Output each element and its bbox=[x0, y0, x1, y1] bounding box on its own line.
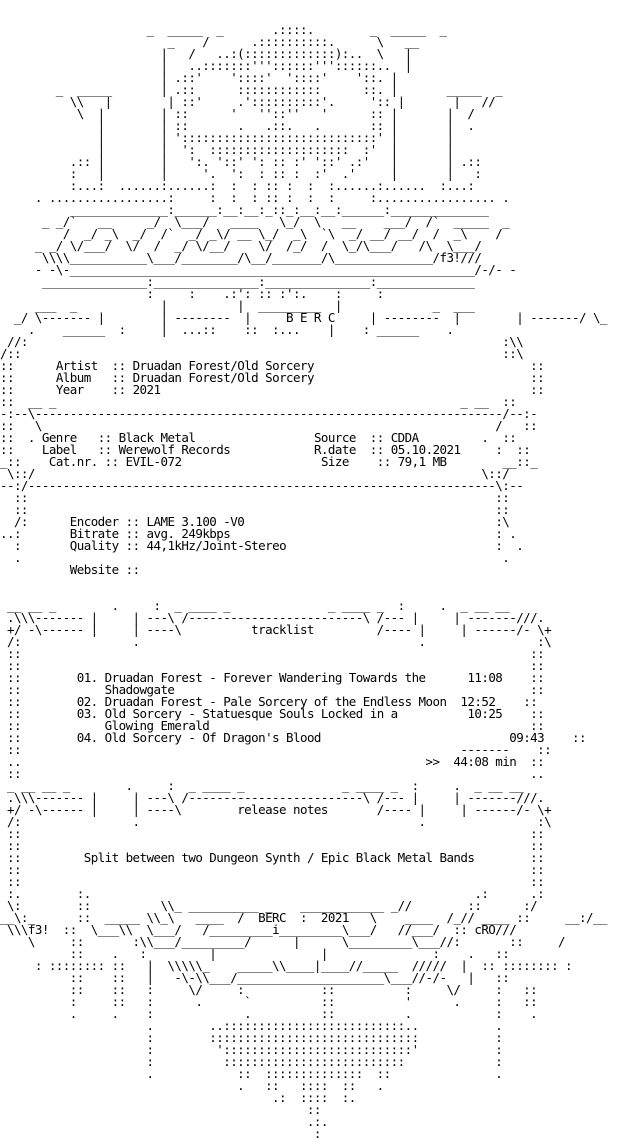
sep: :: bbox=[125, 562, 140, 577]
header-art-line: \\ | | ::' .'::::::::::'. ':: | | // bbox=[0, 94, 496, 109]
enc-row-bitrate: ..: Bitrate :: avg. 249kbps : . bbox=[0, 526, 517, 541]
track-number: 01. bbox=[76, 670, 98, 685]
quality-label: Quality bbox=[69, 538, 119, 553]
header-art-line: / _/ _\ _/ /` _/ _\/ __ \_/ _\ `\ _/ __/ __/ / _\ / bbox=[0, 226, 503, 241]
album-label: Album bbox=[55, 370, 91, 385]
info-divider: -:--\-------------------------------------------------------------------/--:- bbox=[0, 406, 538, 421]
header-art-line: .:: | | ':. '::' ': :: :' '::' .:' | | .:: bbox=[0, 154, 482, 169]
track-row-cont: :: Glowing Emerald :: bbox=[0, 718, 545, 733]
track-row: :: 04. Old Sorcery - Of Dragon's Blood 09:43 :: bbox=[0, 730, 586, 745]
header-art-line: _ _____ _ .::::. _ _____ _ bbox=[0, 22, 447, 37]
nfo-document: _ _____ _ .::::. _ _____ _ _ / .::::::::::. \ __ | / ..:(:::::::::::::):.. \ | | ..:::::::'''::::::'''::::::.. | | .::' '::::' '::::' '::. | _ _____ | .:: :::::::::::: ::. | _____ _ \\ | | ::' .'::::::::::'. ':: | | // \ | | :: ' ''::'' ' :: | | / | | :: . .::. . :: | | . | | '::::::::::::::::::::::::::::' | | | | ': :::::::::::::::::::: :' | | .:: | | ':. '::' ': :: :' '::' .:' | | .:: : | | '. ': : :: : :' .' | | : :...: ......:......: : : :: : : :......:...... :...: . .................: : : : :: : : : :................. . ______________:______:__:__:_::_:__:__:______:______________ _ _/` __ _/ \___/ ____ \_/ \ __ ___/ /` _____ _ / _/ _\ _/ /` _/ _\/ __ \_/ _\ `\ _/ __/ __/ / _\ / _ _/ \/___/ \/ / _/ \/__/ \/ /_/ / \_/\___/ /\ \___/ \\\\___________\___/________/\__/_______/\______________/f3!/// - -\-__________________________________________________________/-/- - _______________:_______________:_______________:______________ : : .:': :: :':. : : ___ _ | | _________ | _ ___ _/ \------- | | -------- | B E R C | -------- | | -------/ \_ . ______ : | ...:: :: :... | : ______ . //: :\\ /:: ::\ :: Artist :: Druadan Forest/Old Sorcery :: :: Album :: Druadan Forest/Old Sorcery :: :: Year :: 2021 :: :: __ _ _ __ :: -:--\-------------------------------------------------------------------/--:- :: \ / :: :: . Genre :: Black Metal Source :: CDDA . :: :: Label :: Werewolf Records R.date :: 05.10.2021 : :: _:: Cat.nr. :: EVIL-072 Size :: 79,1 MB __::_ \::/ \::/ --:/-------------------------------------------------------------------\:-- :: :: :: :: /: Encoder :: LAME 3.100 -V0 :\ ..: Bitrate :: avg. 249kbps : . : Quality :: 44,1kHz/Joint-Stereo : . . . Website :: __ __ _ . : _ ____ _ _ ____ _ : . _ __ __ .\\\------- | | ---\ /-------------------------\ /--- | | -------///. +/ -\------ | | ----\ tracklist /---- | | ------/- \+ /: . . :\ :: :: :: :: :: 01. Druadan Forest - Forever Wandering Towards the 11:08 :: :: Shadowgate :: :: 02. Druadan Forest - Pale Sorcery of the Endless Moon 12:52 :: :: 03. Old Sorcery - Statuesque Souls Locked in a 10:25 :: :: Glowing Emerald :: :: 04. Old Sorcery - Of Dragon's Blood 09:43 :: :: ------- :: .. >> 44:08 min :: :: .. _ __ __ _ . : _ ____ _ _ ____ _ : . _ __ __ .\\\------- | | ---\ /-------------------------\ /--- | | -------///. +/ -\------ | | ----\ release notes /---- | | ------/- \+ /: . . :\ :: :: :: :: :: Split between two Dungeon Synth / Epic Black Metal Bands :: :: :: :: :: :. :. .: .: \: :: \\_ __________ _ ____________ _// :: :/ __\:_ :: _____ \\_\ ____ / BERC : 2021 \ ____ /_// ____ :: __:/__ \\\f3! :: \___\\ \___/ /_________i_________\___/ //___/ :: cRO/// \ :: :\\___/_________/ | \_________\___//: :: / :: . : | | : . :: : :::::::: :: | \\\\\_ _____\\____|____//_____ ///// | :: :::::::: : :: :: | -\-\\___/_____________________\___//-/- | :: :: :: : \/ : :: : \/ : :: : :: : . ` :: ' . : :: . . : . :: . : . . ..::::::::::::::::::::::::::.. . : :::::::::::::::::::::::::::::: : : ':::::::::::::::::::::::::::' : : :::::::::::::::::::::::::: : . :: :::::::::::::: :: . . :: :::: :: . .: :::: :. :: .:. : bbox=[0, 24, 640, 1140]
info-row-label-rdate: :: Label :: Werewolf Records R.date :: 05.10.2021 : :: bbox=[0, 442, 531, 457]
footer-sig-right: cRO bbox=[474, 922, 496, 937]
enc-row-website bbox=[0, 564, 640, 576]
sep: :: bbox=[125, 538, 140, 553]
notes-heading: release notes bbox=[237, 802, 328, 817]
info-divider: --:/-------------------------------------------------------------------\:-- bbox=[0, 478, 524, 493]
total-time: 44:08 min bbox=[453, 754, 517, 769]
track-title-cont: Glowing Emerald bbox=[104, 718, 210, 733]
berc-label: B E R C bbox=[286, 310, 335, 325]
track-title: Old Sorcery - Of Dragon's Blood bbox=[104, 730, 321, 745]
info-row-genre-source: :: . Genre :: Black Metal Source :: CDDA . :: bbox=[0, 430, 517, 445]
track-time: 12:52 bbox=[460, 694, 496, 709]
header-art-line: _ _/ \/___/ \/ / _/ \/__/ \/ /_/ / \_/\___/ /\ \___/ bbox=[0, 238, 482, 253]
quality-value: 44,1kHz/Joint-Stereo bbox=[146, 538, 287, 553]
sep: :: bbox=[111, 382, 126, 397]
track-title: Old Sorcery - Statuesque Souls Locked in a bbox=[104, 706, 398, 721]
encoder-label: Encoder bbox=[69, 514, 119, 529]
info-row-artist: :: Artist :: Druadan Forest/Old Sorcery :: bbox=[0, 358, 545, 373]
year-value: 2021 bbox=[132, 382, 161, 397]
tracklist-header: +/ -\------ | | ----\ tracklist /---- | | ------/- \+ bbox=[0, 622, 552, 637]
header-art-line: | / ..:(:::::::::::::):.. \ | bbox=[0, 46, 412, 61]
track-time: 10:25 bbox=[467, 706, 503, 721]
year-label: Year bbox=[55, 382, 84, 397]
album-value: Druadan Forest/Old Sorcery bbox=[132, 370, 314, 385]
rdate-value: 05.10.2021 bbox=[390, 442, 461, 457]
enc-row-quality: : Quality :: 44,1kHz/Joint-Stereo : . bbox=[0, 538, 524, 553]
tracklist-heading: tracklist bbox=[251, 622, 314, 637]
footer-year: 2021 bbox=[320, 910, 349, 925]
track-title-cont: Shadowgate bbox=[104, 682, 175, 697]
header-art-line: \\\\___________\___/________/\__/_______/\______________/f3!/// bbox=[0, 250, 482, 265]
source-value: CDDA bbox=[390, 430, 419, 445]
notes-text-line: :: Split between two Dungeon Synth / Epic Black Metal Bands :: bbox=[0, 850, 545, 865]
berc-banner-line: _/ \------- | | -------- | B E R C | -------- | | -------/ \_ bbox=[0, 310, 607, 325]
header-art-line: | ..:::::::'''::::::'''::::::.. | bbox=[0, 58, 412, 73]
genre-label: Genre bbox=[41, 430, 77, 445]
berc-art-top: ___ _ | | _________ | _ ___ bbox=[0, 298, 475, 313]
berc-art-bottom: . ______ : | ...:: :: :... | : ______ . bbox=[0, 322, 454, 337]
sep: :: bbox=[97, 430, 112, 445]
header-art-line: | .::' '::::' '::::' '::. | bbox=[0, 70, 398, 85]
rdate-label: R.date bbox=[313, 442, 356, 457]
header-art-line: | | ': :::::::::::::::::::: :' | | bbox=[0, 142, 454, 157]
label-label: Label bbox=[41, 442, 77, 457]
enc-row-encoder: /: Encoder :: LAME 3.100 -V0 :\ bbox=[0, 514, 510, 529]
source-label: Source bbox=[313, 430, 356, 445]
track-title: Druadan Forest - Forever Wandering Towards the bbox=[104, 670, 426, 685]
sep: :: bbox=[111, 358, 126, 373]
genre-value: Black Metal bbox=[118, 430, 196, 445]
footer-group: BERC bbox=[258, 910, 287, 925]
sep: :: bbox=[104, 454, 119, 469]
track-time: 09:43 bbox=[509, 730, 545, 745]
sep: :: bbox=[111, 370, 126, 385]
track-title: Druadan Forest - Pale Sorcery of the Endless Moon bbox=[104, 694, 447, 709]
header-art-line: _ _____ | .:: :::::::::::: ::. | _____ _ bbox=[0, 82, 503, 97]
total-marker: >> bbox=[425, 754, 440, 769]
info-row-year: :: Year :: 2021 :: bbox=[0, 382, 545, 397]
header-art-line: _ / .::::::::::. \ __ bbox=[0, 34, 419, 49]
info-row-catnr-size: _:: Cat.nr. :: EVIL-072 Size :: 79,1 MB __::_ bbox=[0, 454, 538, 469]
catnr-value: EVIL-072 bbox=[125, 454, 182, 469]
notes-text: Split between two Dungeon Synth / Epic Black Metal Bands bbox=[83, 850, 475, 865]
header-art-line: _ _/` __ _/ \___/ ____ \_/ \ __ ___/ /` _____ _ bbox=[0, 214, 510, 229]
artist-value: Druadan Forest/Old Sorcery bbox=[132, 358, 314, 373]
track-number: 02. bbox=[76, 694, 98, 709]
notes-header: +/ -\------ | | ----\ release notes /---- | | ------/- \+ bbox=[0, 802, 552, 817]
sep: :: bbox=[376, 454, 391, 469]
header-art-line: : : .:': :: :':. : : bbox=[0, 286, 384, 301]
footer-sig-left: f3! bbox=[27, 922, 49, 937]
header-art-line: | | :: . .::. . :: | | . bbox=[0, 118, 475, 133]
track-row: :: 02. Druadan Forest - Pale Sorcery of the Endless Moon 12:52 :: bbox=[0, 694, 538, 709]
sep: :: bbox=[125, 514, 140, 529]
header-art-line: : | | '. ': : :: : :' .' | | : bbox=[0, 166, 482, 181]
header-art-line: . .................: : : : :: : : : :................. . bbox=[0, 190, 510, 205]
header-art-line: | | '::::::::::::::::::::::::::::' | | bbox=[0, 130, 454, 145]
header-art-line: - -\-__________________________________________________________/-/- - bbox=[0, 262, 517, 277]
track-number: 04. bbox=[76, 730, 98, 745]
track-number: 03. bbox=[76, 706, 98, 721]
size-value: 79,1 MB bbox=[397, 454, 447, 469]
label-value: Werewolf Records bbox=[118, 442, 231, 457]
header-art-line: \ | | :: ' ''::'' ' :: | | / bbox=[0, 106, 475, 121]
header-art-line: ______________:______:__:__:_::_:__:__:______:______________ bbox=[0, 202, 489, 217]
footer-sigs: \\\f3! :: \___\\ \___/ /_________i_________\___/ //___/ :: cRO/// bbox=[0, 922, 517, 937]
encoder-value: LAME 3.100 -V0 bbox=[146, 514, 245, 529]
track-row: :: 03. Old Sorcery - Statuesque Souls Locked in a 10:25 :: bbox=[0, 706, 545, 721]
tracklist-total: .. >> 44:08 min :: bbox=[0, 754, 545, 769]
website-label: Website bbox=[69, 562, 119, 577]
artist-label: Artist bbox=[55, 358, 98, 373]
header-art-line: :...: ......:......: : : :: : : :......:...... :...: bbox=[0, 178, 475, 193]
bitrate-value: avg. 249kbps bbox=[146, 526, 231, 541]
sep: :: bbox=[97, 442, 112, 457]
sep: :: bbox=[369, 442, 384, 457]
track-time: 11:08 bbox=[467, 670, 503, 685]
sep: :: bbox=[125, 526, 140, 541]
track-row-cont: :: Shadowgate :: bbox=[0, 682, 545, 697]
bitrate-label: Bitrate bbox=[69, 526, 119, 541]
header-art-line: _______________:_______________:_______________:______________ bbox=[0, 274, 475, 289]
info-row-album: :: Album :: Druadan Forest/Old Sorcery :: bbox=[0, 370, 545, 385]
size-label: Size bbox=[320, 454, 349, 469]
sep: :: bbox=[369, 430, 384, 445]
footer-banner: __\:_ :: _____ \\_\ ____ / BERC : 2021 \ ____ /_// ____ :: __:/__ bbox=[0, 910, 607, 925]
track-row: :: 01. Druadan Forest - Forever Wandering Towards the 11:08 :: bbox=[0, 670, 545, 685]
catnr-label: Cat.nr. bbox=[48, 454, 98, 469]
